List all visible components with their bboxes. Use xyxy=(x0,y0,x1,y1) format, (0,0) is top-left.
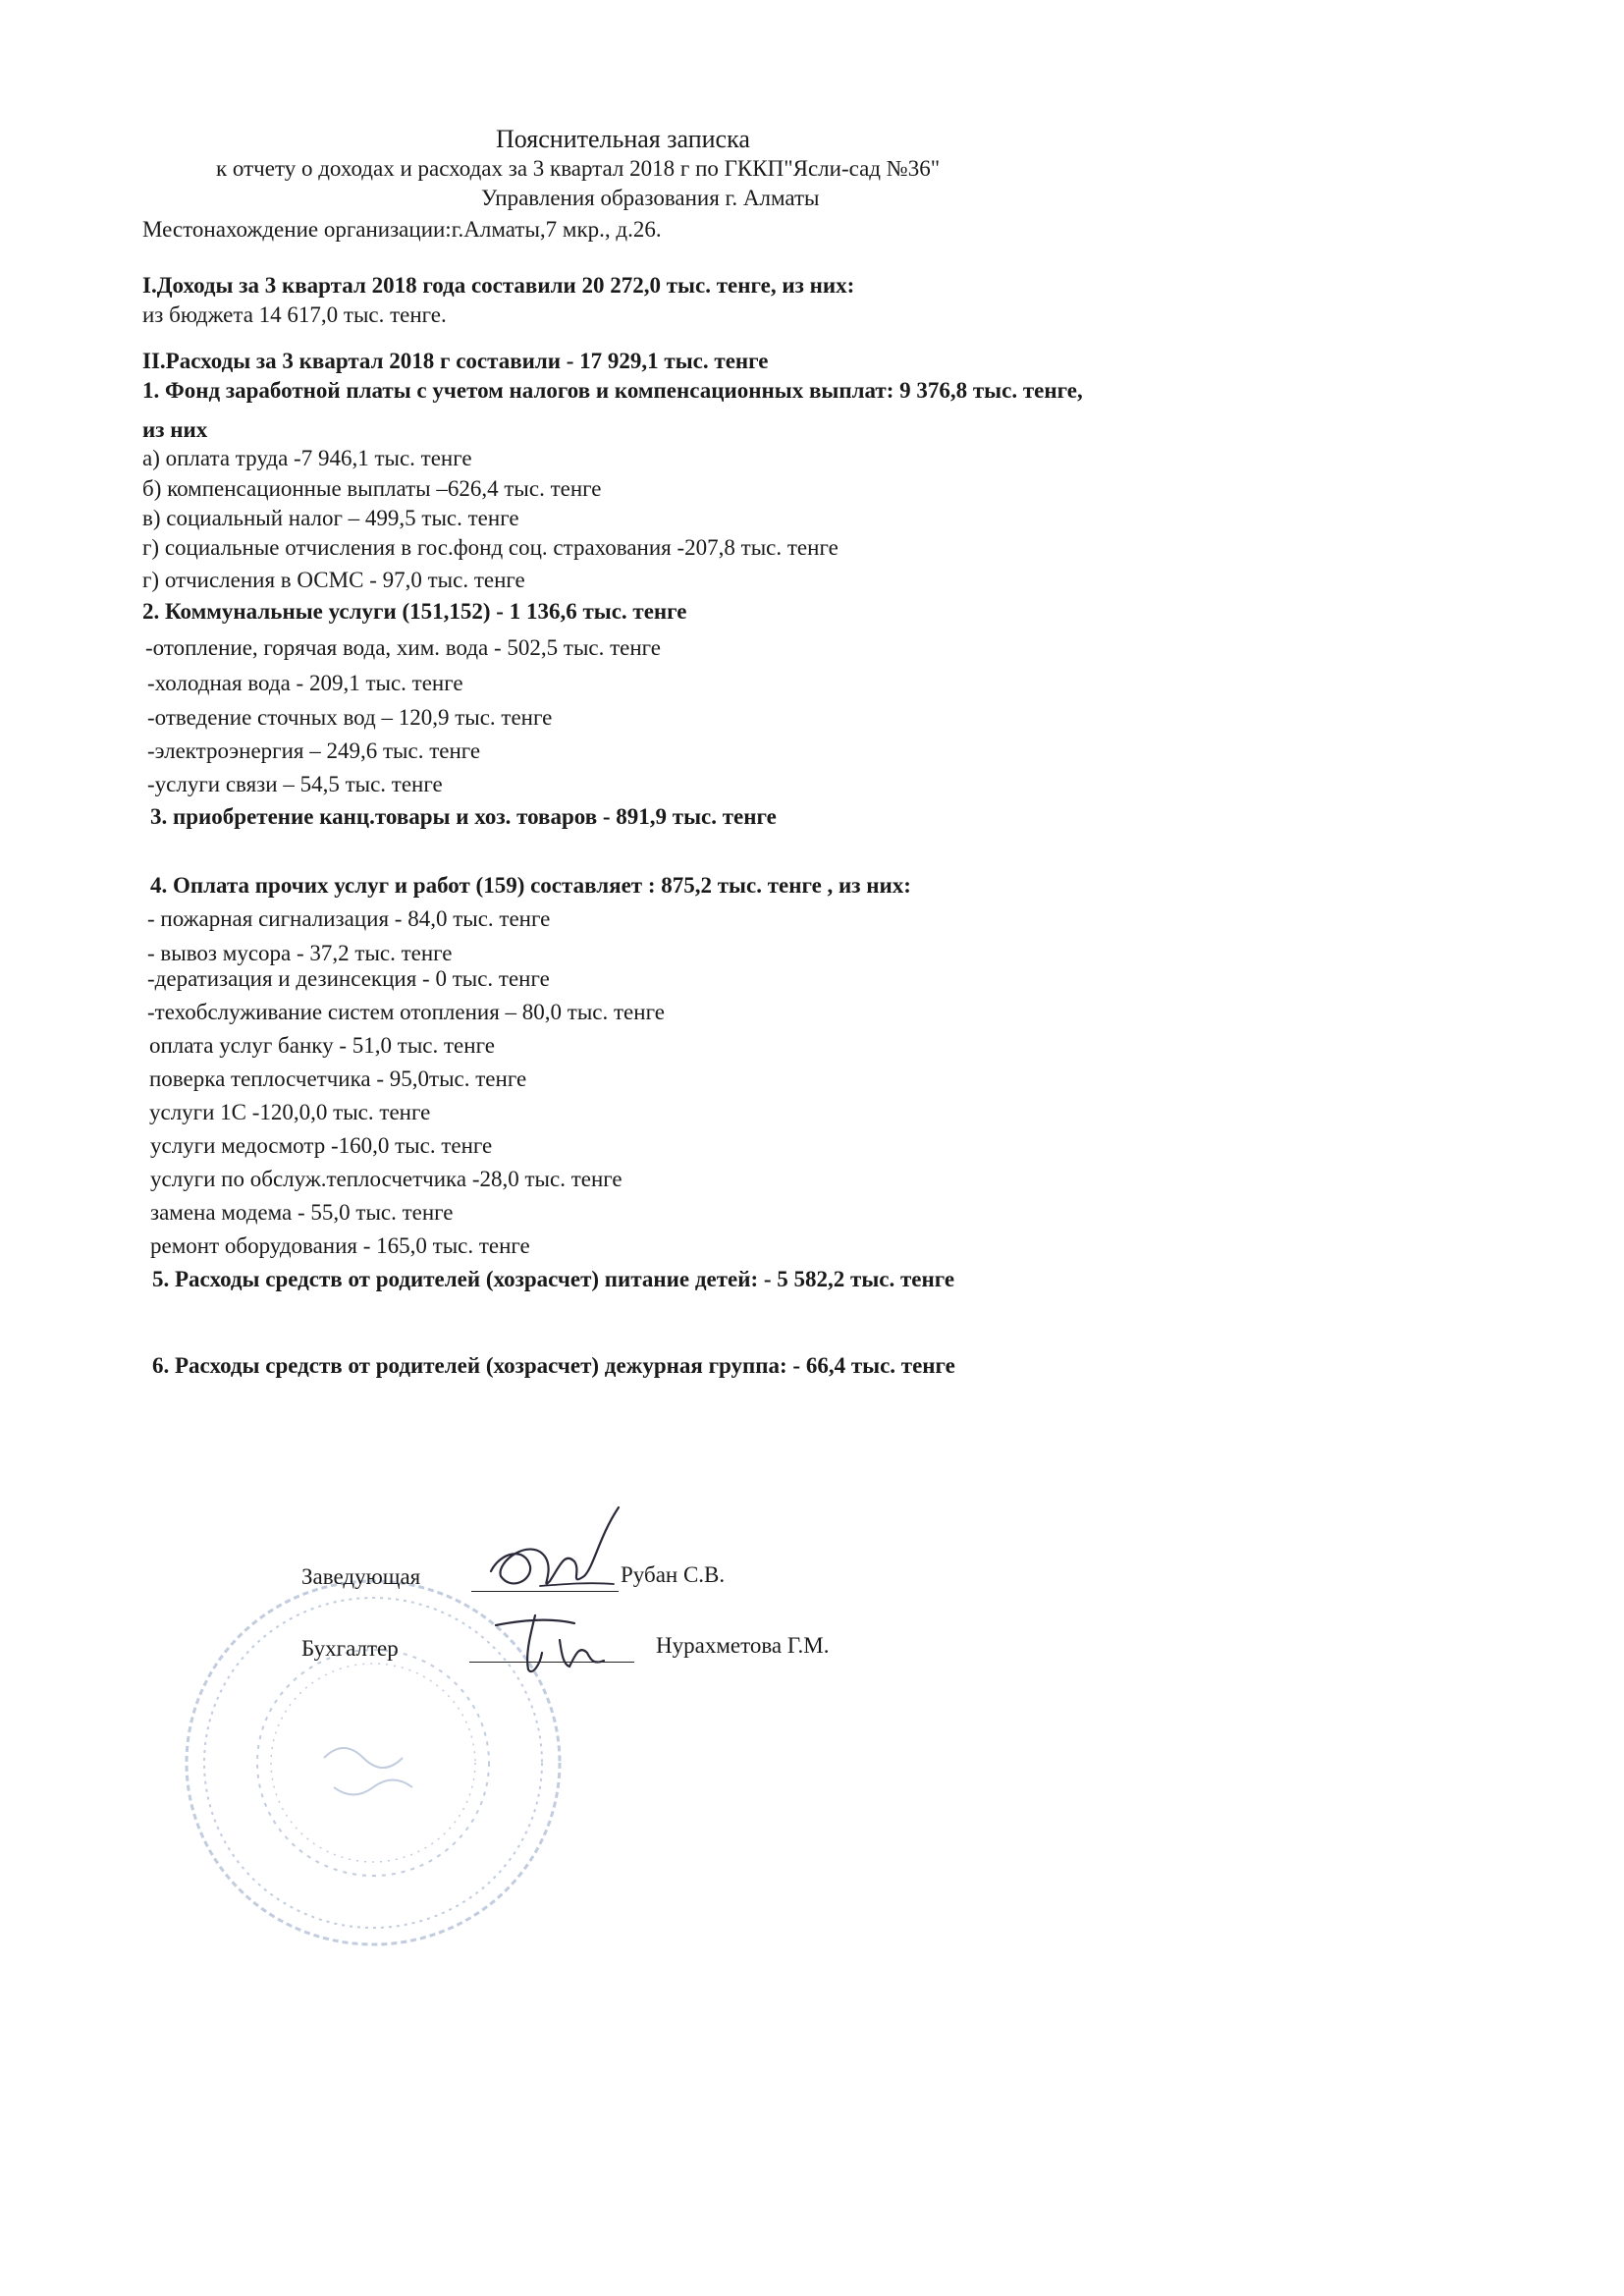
supplies-heading: 3. приобретение канц.товары и хоз. товаров - 891,9 тыс. тенге xyxy=(150,804,777,829)
income-budget: из бюджета 14 617,0 тыс. тенге. xyxy=(142,302,447,327)
wage-fund-heading: 1. Фонд заработной платы с учетом налогов и компенсационных выплат: 9 376,8 тыс. тенге, xyxy=(142,378,1083,403)
other-services-item: услуги медосмотр -160,0 тыс. тенге xyxy=(150,1133,493,1158)
other-services-item: услуги по обслуж.теплосчетчика -28,0 тыс. тенге xyxy=(150,1167,623,1191)
utilities-item: -услуги связи – 54,5 тыс. тенге xyxy=(147,772,443,796)
document-subtitle-department: Управления образования г. Алматы xyxy=(481,186,820,210)
wage-fund-item: г) отчисления в ОСМС - 97,0 тыс. тенге xyxy=(142,568,525,592)
other-services-item: - пожарная сигнализация - 84,0 тыс. тенге xyxy=(147,906,551,931)
other-services-item: - вывоз мусора - 37,2 тыс. тенге xyxy=(147,941,453,965)
other-services-item: услуги 1С -120,0,0 тыс. тенге xyxy=(149,1100,431,1124)
accountant-title: Бухгалтер xyxy=(301,1636,399,1661)
accountant-handwritten-signature xyxy=(481,1596,648,1684)
utilities-heading: 2. Коммунальные услуги (151,152) - 1 136,6 тыс. тенге xyxy=(142,599,687,624)
accountant-name: Нурахметова Г.М. xyxy=(656,1633,830,1658)
wage-fund-heading-cont: из них xyxy=(142,417,208,442)
other-services-item: -дератизация и дезинсекция - 0 тыс. тенге xyxy=(147,966,550,991)
utilities-item: -холодная вода - 209,1 тыс. тенге xyxy=(147,671,463,695)
utilities-item: -электроэнергия – 249,6 тыс. тенге xyxy=(147,738,481,763)
other-services-item: поверка теплосчетчика - 95,0тыс. тенге xyxy=(149,1066,527,1091)
other-services-item: ремонт оборудования - 165,0 тыс. тенге xyxy=(150,1233,530,1258)
income-heading: I.Доходы за 3 квартал 2018 года составили 20 272,0 тыс. тенге, из них: xyxy=(142,273,855,298)
head-title: Заведующая xyxy=(301,1564,421,1589)
utilities-item: -отведение сточных вод – 120,9 тыс. тенге xyxy=(147,705,553,730)
other-services-heading: 4. Оплата прочих услуг и работ (159) составляет : 875,2 тыс. тенге , из них: xyxy=(150,873,911,898)
other-services-item: оплата услуг банку - 51,0 тыс. тенге xyxy=(149,1033,495,1058)
head-handwritten-signature xyxy=(471,1498,638,1606)
wage-fund-item: а) оплата труда -7 946,1 тыс. тенге xyxy=(142,446,472,470)
organization-location: Местонахождение организации:г.Алматы,7 мкр., д.26. xyxy=(142,217,662,242)
parents-duty-group-expense: 6. Расходы средств от родителей (хозрасчет) дежурная группа: - 66,4 тыс. тенге xyxy=(152,1353,955,1378)
wage-fund-item: г) социальные отчисления в гос.фонд соц. страхования -207,8 тыс. тенге xyxy=(142,535,839,560)
document-title: Пояснительная записка xyxy=(496,125,750,153)
parents-food-expense: 5. Расходы средств от родителей (хозрасчет) питание детей: - 5 582,2 тыс. тенге xyxy=(152,1267,955,1291)
head-name: Рубан С.В. xyxy=(621,1562,726,1587)
utilities-item: -отопление, горячая вода, хим. вода - 502,5 тыс. тенге xyxy=(145,635,662,660)
other-services-item: -техобслуживание систем отопления – 80,0 тыс. тенге xyxy=(147,1000,665,1024)
document-subtitle: к отчету о доходах и расходах за 3 квартал 2018 г по ГККП"Ясли-сад №36" xyxy=(216,156,941,181)
other-services-item: замена модема - 55,0 тыс. тенге xyxy=(150,1200,454,1225)
wage-fund-item: б) компенсационные выплаты –626,4 тыс. тенге xyxy=(142,476,602,501)
expenses-heading: II.Расходы за 3 квартал 2018 г составили - 17 929,1 тыс. тенге xyxy=(142,349,769,373)
wage-fund-item: в) социальный налог – 499,5 тыс. тенге xyxy=(142,506,519,530)
